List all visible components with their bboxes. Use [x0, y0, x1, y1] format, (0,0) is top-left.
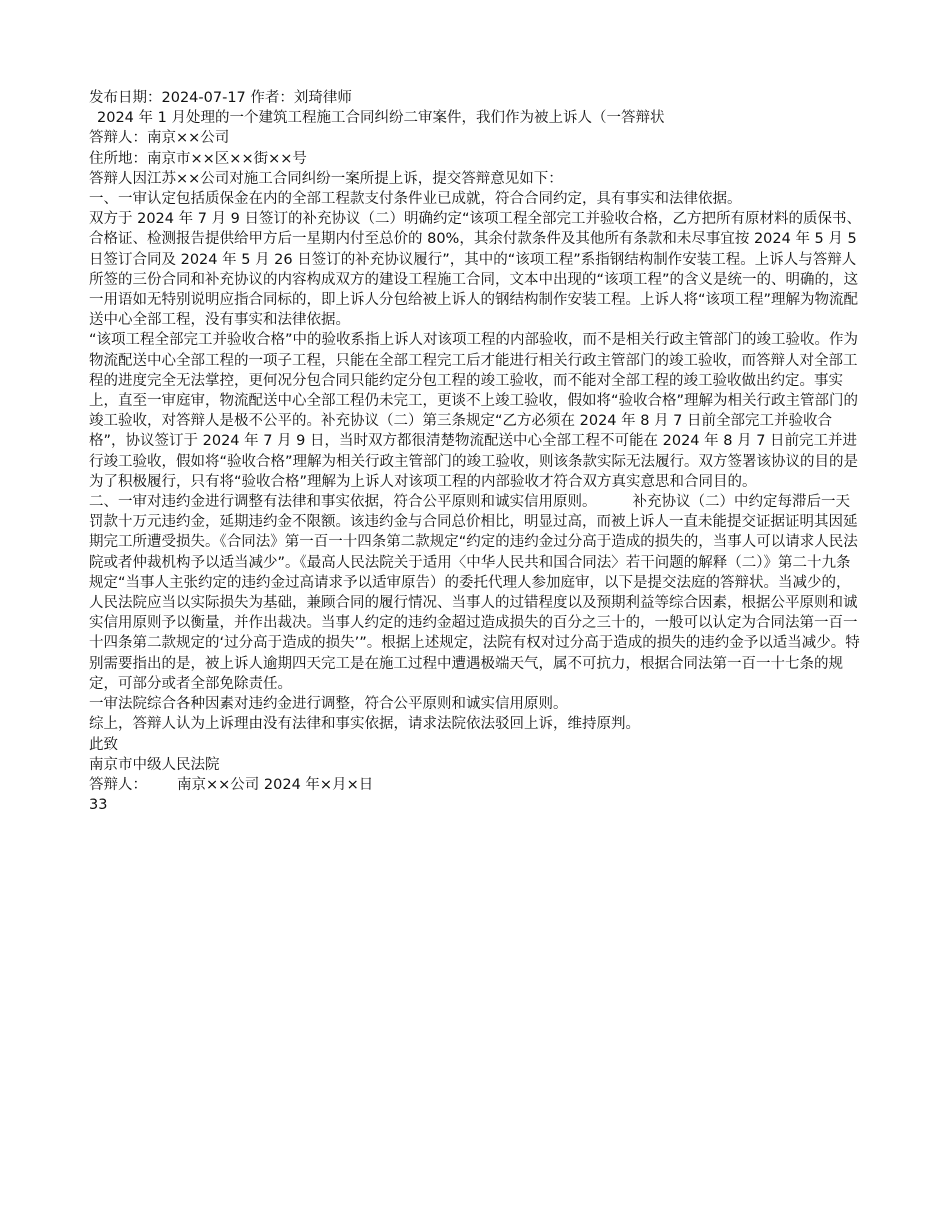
- signature-line: [89, 775, 864, 795]
- address-line: 住所地：南京市××区××街××号: [89, 150, 307, 167]
- author-label: 作者：: [250, 90, 294, 106]
- court-name: 南京市中级人民法院: [89, 756, 220, 773]
- section2-block: [89, 492, 864, 694]
- publish-date: 2024-07-17: [161, 90, 246, 106]
- signature-label: 答辩人：: [89, 776, 147, 793]
- author-name: 刘琦律师: [293, 90, 352, 106]
- section2-paragraph-2: 一审法院综合各种因素对违约金进行调整，符合公平原则和诚实信用原则。: [89, 696, 568, 713]
- section1-paragraph-1: 双方于 2024 年 7 月 9 日签订的补充协议（二）明确约定“该项工程全部完工并验收合格，乙方把所有原材料的质保书、合格证、检测报告提供给甲方后一星期内付至总价的 80%，其余付款条件及其他所有条款和未尽事宜按 2024 年 5 月 5 日签订合同及 2024 年 5 月 26 日签订的补充协议履行”，其中的“该项工程”系指钢结构制作安装工程。上诉人与答辩人所签的三份合同和补充协议的内容构成双方的建设工程施工合同，文本中出现的“该项工程”的含义是统一的、明确的，这一用语如无特别说明应指合同标的，即上诉人分包给被上诉人的钢结构制作安装工程。上诉人将“该项工程”理解为物流配送中心全部工程，没有事实和法律依据。: [89, 211, 862, 329]
- section1-paragraph-2: “该项工程全部完工并验收合格”中的验收系指上诉人对该项工程的内部验收，而不是相关行政主管部门的竣工验收。作为物流配送中心全部工程的一项子工程，只能在全部工程完工后才能进行相关行政主管部门的竣工验收，而答辩人对全部工程的进度完全无法掌控，更何况分包合同只能约定分包工程的竣工验收，而不能对全部工程的竣工验收做出约定。事实上，直至一审庭审，物流配送中心全部工程仍未完工，更谈不上竣工验收，假如将“验收合格”理解为相关行政主管部门的竣工验收，对答辩人是极不公平的。补充协议（二）第三条规定“乙方必须在 2024 年 8 月 7 日前全部完工并验收合格”，协议签订于 2024 年 7 月 9 日，当时双方都很清楚物流配送中心全部工程不可能在 2024 年 8 月 7 日前完工并进行竣工验收，假如将“验收合格”理解为相关行政主管部门的竣工验收，则该条款实际无法履行。双方签署该协议的目的是为了积极履行，只有将“验收合格”理解为上诉人对该项工程的内部验收才符合双方真实意思和合同目的。: [89, 332, 859, 490]
- section2-heading: 二、一审对违约金进行调整有法律和事实依据，符合公平原则和诚实信用原则。: [89, 494, 597, 511]
- section1-heading: 一、一审认定包括质保金在内的全部工程款支付条件业已成就，符合合同约定，具有事实和法律依据。: [89, 191, 742, 208]
- conclusion: 综上，答辩人认为上诉理由没有法律和事实依据，请求法院依法驳回上诉，维持原判。: [89, 716, 640, 733]
- page-number: 33: [89, 797, 108, 814]
- document-body: [89, 88, 864, 815]
- date-label: 发布日期：: [89, 90, 162, 106]
- meta-line: [89, 88, 864, 108]
- respondent-line: 答辩人：南京××公司: [89, 130, 230, 147]
- closing: 此致: [89, 736, 118, 753]
- intro-line: 2024 年 1 月处理的一个建筑工程施工合同纠纷二审案件，我们作为被上诉人（一答辩状: [97, 110, 665, 127]
- signature-name: 南京××公司 2024 年×月×日: [177, 776, 374, 793]
- preamble: 答辩人因江苏××公司对施工合同纠纷一案所提上诉，提交答辩意见如下：: [89, 170, 563, 187]
- section2-paragraph-1: 补充协议（二）中约定每滞后一天罚款十万元违约金，延期违约金不限额。该违约金与合同总价相比，明显过高，而被上诉人一直未能提交证据证明其因延期完工所遭受损失。《合同法》第一百一十四条第二款规定“约定的违约金过分高于造成的损失的，当事人可以请求人民法院或者仲裁机构予以适当减少”。《最高人民法院关于适用〈中华人民共和国合同法〉若干问题的解释（二）》第二十九条规定“当事人主张约定的违约金过高请求予以适审原告）的委托代理人参加庭审，以下是提交法庭的答辩状。当减少的，人民法院应当以实际损失为基础，兼顾合同的履行情况、当事人的过错程度以及预期利益等综合因素，根据公平原则和诚实信用原则予以衡量，并作出裁决。当事人约定的违约金超过造成损失的百分之三十的，一般可以认定为合同法第一百一十四条第二款规定的‘过分高于造成的损失’”。根据上述规定，法院有权对过分高于造成的损失的违约金予以适当减少。特别需要指出的是，被上诉人逾期四天完工是在施工过程中遭遇极端天气，属不可抗力，根据合同法第一百一十七条的规定，可部分或者全部免除责任。: [89, 494, 860, 692]
